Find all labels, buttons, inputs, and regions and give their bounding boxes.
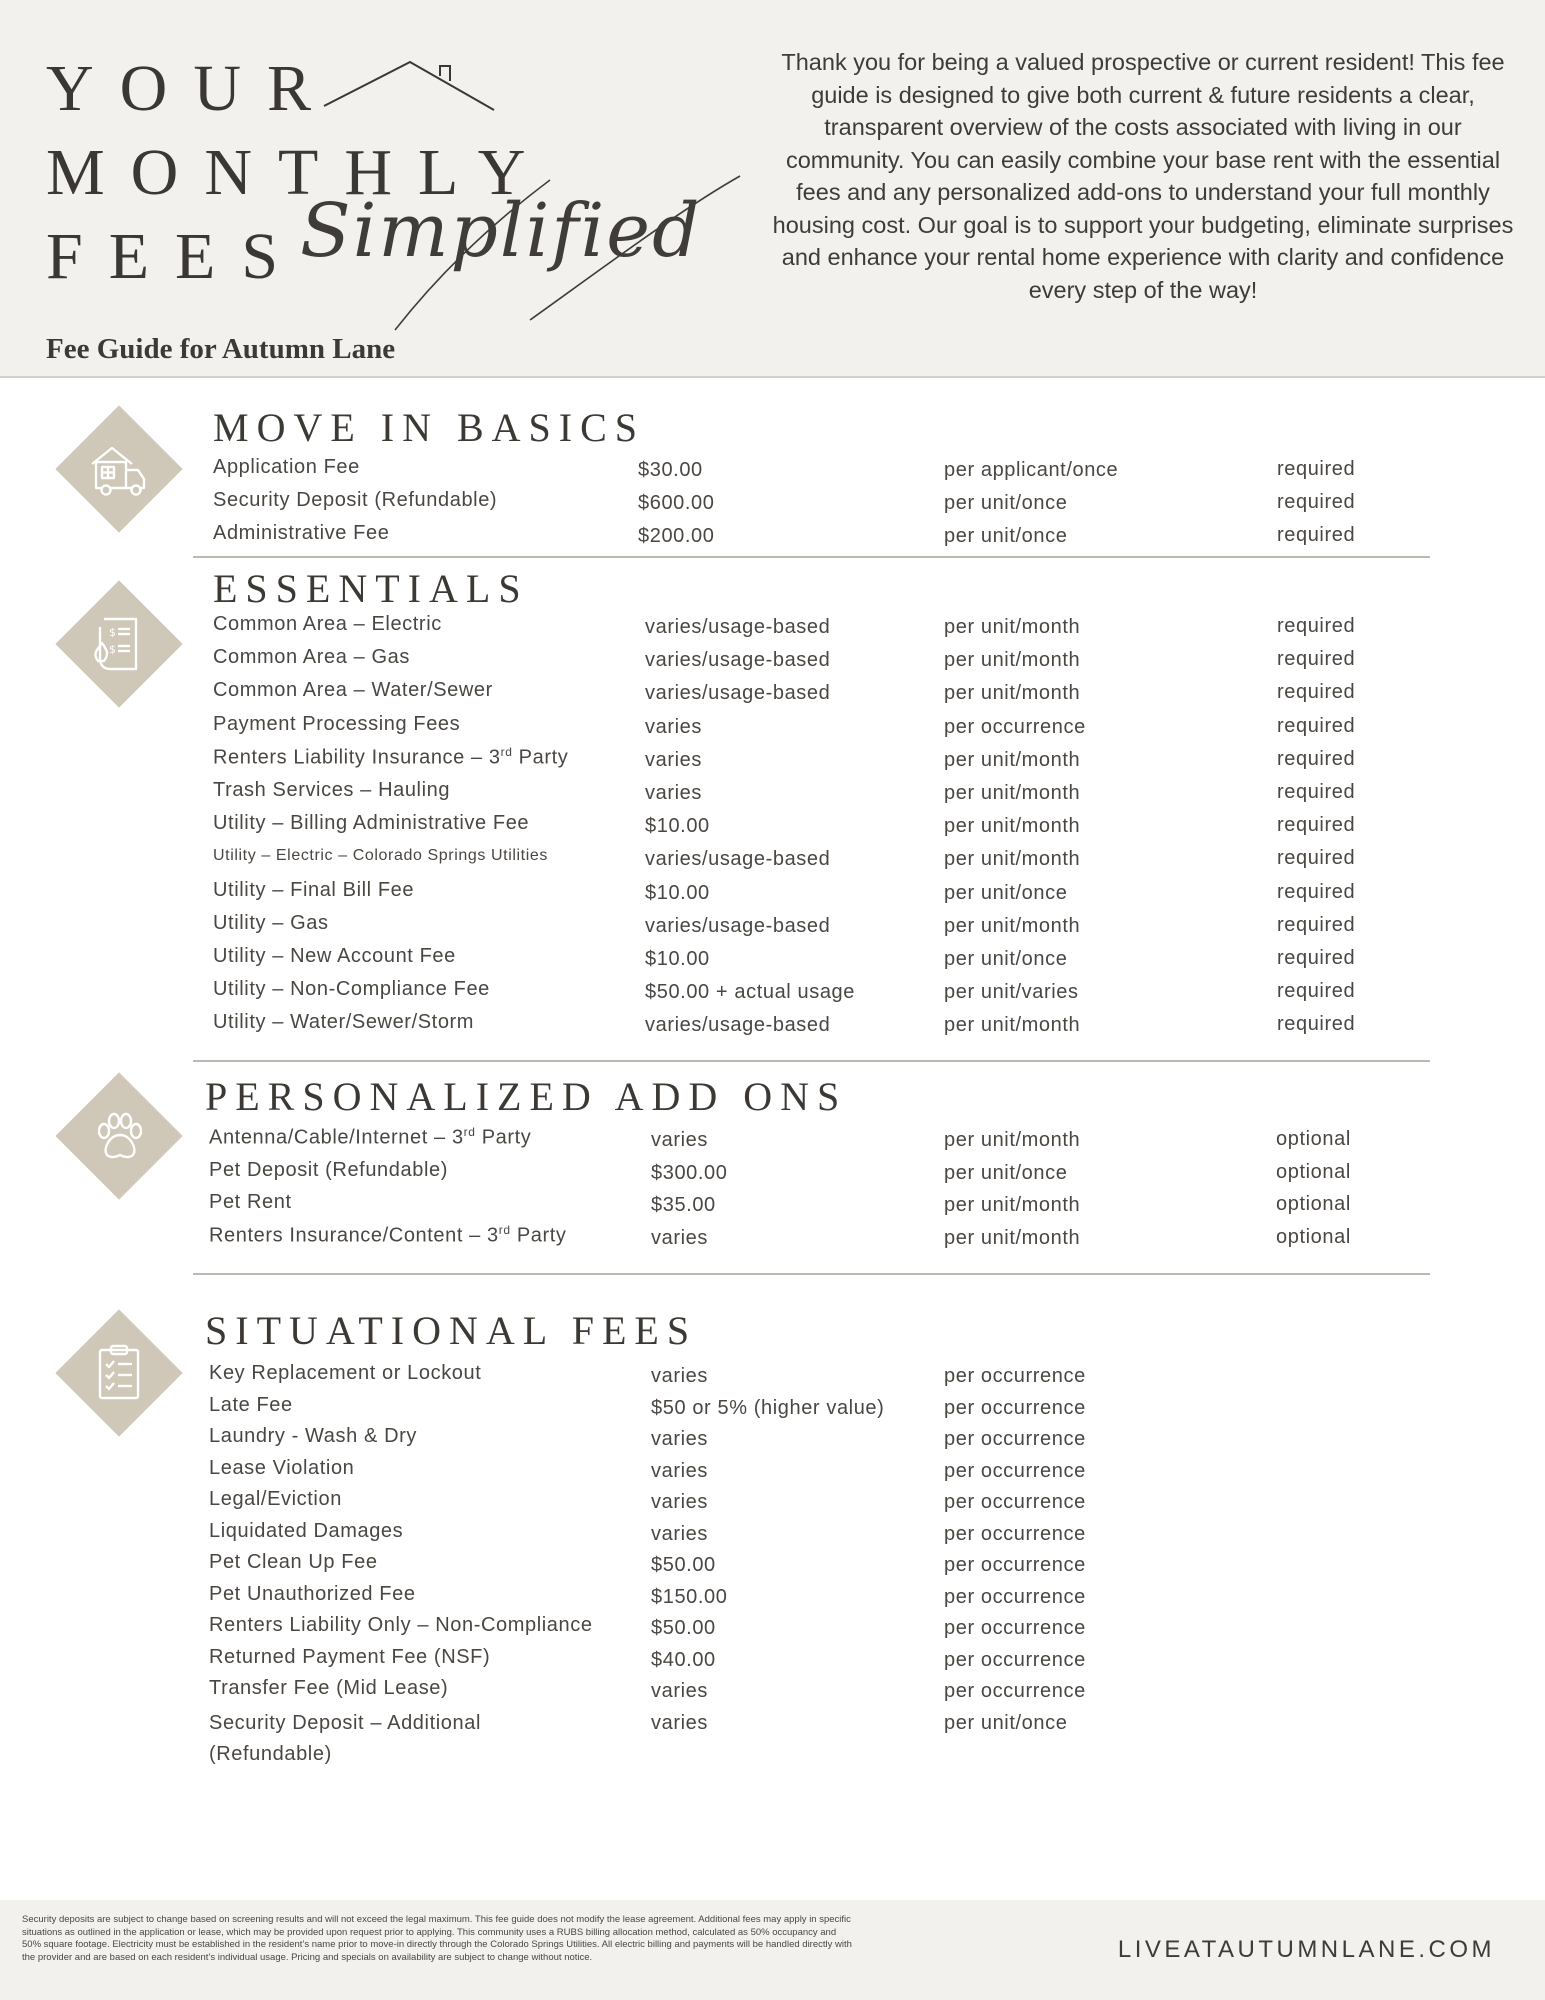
fee-amount: varies bbox=[651, 1491, 708, 1513]
fee-name-text: Pet Unauthorized Fee bbox=[209, 1582, 416, 1605]
header-banner bbox=[0, 0, 1545, 378]
fee-name-text: Renters Liability Only – Non-Compliance bbox=[209, 1614, 593, 1636]
section-divider bbox=[193, 1060, 1430, 1062]
ordinal-suffix: rd bbox=[463, 1125, 476, 1139]
section-divider bbox=[193, 1273, 1430, 1275]
paw-print-icon bbox=[84, 1101, 154, 1171]
fee-name bbox=[209, 1676, 448, 1700]
fee-frequency: per unit/once bbox=[944, 1711, 1068, 1734]
fee-name-text: Renters Insurance/Content – 3 bbox=[209, 1224, 499, 1247]
fee-amount: $30.00 bbox=[638, 459, 703, 481]
fee-name bbox=[213, 778, 450, 802]
fee-requirement: optional bbox=[1276, 1226, 1351, 1249]
fee-name bbox=[209, 1393, 293, 1417]
fee-requirement: required bbox=[1277, 458, 1356, 480]
fee-amount: $10.00 bbox=[645, 881, 710, 904]
fee-amount: varies bbox=[645, 748, 702, 771]
section-title-addons: PERSONALIZED ADD ONS bbox=[205, 1074, 848, 1119]
fee-name-text: Payment Processing Fees bbox=[213, 712, 461, 735]
footer-disclaimer: Security deposits are subject to change based on screening results and will not exceed the legal maximum. This fee guide does not modify the lease agreement. Additional fees may apply in specific situations as outlined in the application or lease, which may be provided upon request prior to applying. This community uses a RUBS billing allocation method, calculated as 50% occupancy and 50% square footage. Electricity must be established in the resident’s name prior to move-in directly through the Colorado Springs Utilities. All electric billing and payments will be handled directly with the provider and are based on each resident’s individual usage. Pricing and specials on availability are subject to change without notice. bbox=[22, 1914, 852, 1963]
fee-name-text: Utility – Final Bill Fee bbox=[213, 878, 415, 901]
fee-requirement: required bbox=[1277, 681, 1356, 704]
fee-name-text: Common Area – Electric bbox=[213, 613, 442, 635]
clipboard-checklist-icon bbox=[84, 1338, 154, 1408]
fee-frequency: per applicant/once bbox=[944, 459, 1119, 481]
fee-amount: $150.00 bbox=[651, 1585, 728, 1608]
fee-frequency: per unit/month bbox=[944, 1227, 1081, 1250]
fee-amount: varies/usage-based bbox=[645, 1014, 831, 1037]
fee-name bbox=[209, 1190, 292, 1214]
fee-name bbox=[209, 1125, 531, 1150]
fee-name bbox=[209, 1361, 481, 1385]
fee-name bbox=[213, 811, 529, 835]
fee-frequency: per occurrence bbox=[944, 1428, 1086, 1450]
fee-name bbox=[213, 846, 548, 865]
fee-frequency: per unit/month bbox=[944, 914, 1081, 937]
fee-requirement: required bbox=[1277, 747, 1356, 770]
fee-name-text: Application Fee bbox=[213, 456, 360, 478]
fee-frequency: per unit/month bbox=[944, 682, 1081, 705]
fee-name-text: Laundry - Wash & Dry bbox=[209, 1425, 417, 1447]
fee-requirement: required bbox=[1277, 847, 1356, 870]
page-subtitle: Fee Guide for Autumn Lane bbox=[46, 333, 396, 365]
title-line-monthly: MONTHLY bbox=[46, 136, 552, 209]
section-title-move-in: MOVE IN BASICS bbox=[213, 405, 646, 450]
fee-amount: $50.00 bbox=[651, 1617, 716, 1639]
fee-name-text-line2: (Refundable) bbox=[209, 1742, 332, 1765]
title-script-word: Simplified bbox=[300, 188, 702, 274]
fee-name-text-end: Party bbox=[475, 1126, 532, 1149]
fee-frequency: per occurrence bbox=[944, 715, 1086, 738]
house-roof-icon bbox=[322, 54, 502, 114]
fee-amount: varies bbox=[651, 1428, 708, 1450]
fee-name-text: Common Area – Water/Sewer bbox=[213, 679, 493, 702]
fee-amount: varies bbox=[651, 1459, 708, 1482]
fee-requirement: required bbox=[1277, 714, 1356, 737]
fee-frequency: per unit/once bbox=[944, 492, 1068, 515]
fee-amount: varies/usage-based bbox=[645, 914, 831, 937]
fee-amount: varies bbox=[651, 1365, 708, 1387]
fee-name-text: Antenna/Cable/Internet – 3 bbox=[209, 1126, 464, 1149]
svg-text:$: $ bbox=[109, 626, 116, 639]
fee-amount: $10.00 bbox=[645, 948, 710, 970]
fee-name-text: Utility – Gas bbox=[213, 911, 329, 934]
fee-name bbox=[213, 878, 414, 902]
title-line-fees: FEES bbox=[46, 220, 305, 293]
fee-name bbox=[213, 455, 360, 479]
fee-frequency: per occurrence bbox=[944, 1459, 1086, 1482]
fee-name-text: Key Replacement or Lockout bbox=[209, 1362, 482, 1384]
fee-amount: $50.00 bbox=[651, 1554, 716, 1576]
moving-truck-icon bbox=[84, 434, 154, 504]
section-divider bbox=[193, 556, 1430, 558]
ordinal-suffix: rd bbox=[498, 1223, 511, 1238]
fee-frequency: per unit/month bbox=[944, 616, 1081, 638]
fee-amount: $50.00 + actual usage bbox=[645, 981, 855, 1004]
fee-frequency: per unit/month bbox=[944, 748, 1081, 771]
fee-name-text: Liquidated Damages bbox=[209, 1519, 404, 1542]
fee-frequency: per unit/once bbox=[944, 881, 1068, 904]
fee-name-text-end: Party bbox=[512, 746, 569, 769]
fee-requirement: required bbox=[1277, 814, 1356, 837]
fee-frequency: per unit/month bbox=[944, 1129, 1081, 1151]
fee-frequency: per unit/once bbox=[944, 1161, 1068, 1184]
footer bbox=[0, 1900, 1545, 2000]
fee-name-text-end: Party bbox=[510, 1224, 567, 1247]
fee-frequency: per occurrence bbox=[944, 1396, 1086, 1419]
fee-name-text: Legal/Eviction bbox=[209, 1488, 342, 1510]
fee-requirement: required bbox=[1277, 947, 1356, 969]
fee-requirement: optional bbox=[1276, 1128, 1351, 1150]
fee-frequency: per unit/month bbox=[944, 1014, 1081, 1037]
fee-name bbox=[209, 1550, 378, 1574]
fee-amount: varies bbox=[651, 1522, 708, 1545]
fee-requirement: required bbox=[1277, 880, 1356, 903]
ordinal-suffix: rd bbox=[500, 744, 513, 759]
fee-frequency: per occurrence bbox=[944, 1680, 1086, 1702]
fee-frequency: per unit/month bbox=[944, 815, 1081, 838]
section-title-essentials: ESSENTIALS bbox=[213, 566, 529, 611]
fee-requirement: optional bbox=[1276, 1193, 1351, 1216]
fee-name bbox=[213, 678, 493, 702]
fee-requirement: optional bbox=[1276, 1160, 1351, 1183]
fee-amount: $10.00 bbox=[645, 815, 710, 838]
fee-name bbox=[213, 612, 442, 636]
fee-requirement: required bbox=[1277, 491, 1356, 514]
fee-name bbox=[209, 1456, 354, 1480]
fee-frequency: per occurrence bbox=[944, 1522, 1086, 1545]
fee-frequency: per unit/month bbox=[944, 649, 1081, 672]
fee-frequency: per unit/once bbox=[944, 948, 1068, 970]
fee-name bbox=[213, 521, 389, 545]
fee-amount: $200.00 bbox=[638, 525, 715, 548]
fee-frequency: per occurrence bbox=[944, 1585, 1086, 1608]
fee-frequency: per occurrence bbox=[944, 1617, 1086, 1639]
fee-name-text: Security Deposit (Refundable) bbox=[213, 489, 498, 512]
fee-name-text: Utility – Electric – Colorado Springs Utilities bbox=[213, 847, 548, 865]
fee-name bbox=[209, 1582, 416, 1606]
fee-name-text: Utility – New Account Fee bbox=[213, 945, 456, 967]
fee-amount: $300.00 bbox=[651, 1161, 728, 1184]
fee-amount: varies/usage-based bbox=[645, 649, 831, 672]
fee-amount: varies bbox=[645, 715, 702, 738]
fee-frequency: per unit/month bbox=[944, 782, 1081, 804]
fee-name bbox=[213, 488, 497, 512]
fee-frequency: per occurrence bbox=[944, 1365, 1086, 1387]
fee-name-text: Utility – Non-Compliance Fee bbox=[213, 978, 490, 1001]
fee-name bbox=[213, 911, 329, 935]
fee-name-text: Returned Payment Fee (NSF) bbox=[209, 1645, 491, 1668]
fee-frequency: per unit/month bbox=[944, 848, 1081, 871]
fee-name bbox=[213, 645, 410, 669]
fee-name-text: Transfer Fee (Mid Lease) bbox=[209, 1677, 449, 1699]
bill-receipt-icon bbox=[84, 609, 154, 679]
fee-name-text: Renters Liability Insurance – 3 bbox=[213, 746, 501, 769]
fee-requirement: required bbox=[1277, 524, 1356, 547]
fee-requirement: required bbox=[1277, 1013, 1356, 1036]
fee-amount: varies bbox=[651, 1711, 708, 1734]
fee-frequency: per unit/month bbox=[944, 1194, 1081, 1217]
fee-amount: varies bbox=[651, 1680, 708, 1702]
fee-frequency: per occurrence bbox=[944, 1491, 1086, 1513]
fee-frequency: per unit/varies bbox=[944, 981, 1079, 1004]
fee-name-text: Security Deposit – Additional bbox=[209, 1711, 481, 1734]
fee-name-text: Pet Deposit (Refundable) bbox=[209, 1158, 448, 1181]
fee-name bbox=[209, 1223, 567, 1248]
fee-name-text: Late Fee bbox=[209, 1393, 293, 1416]
fee-name-text: Pet Rent bbox=[209, 1191, 292, 1214]
fee-name bbox=[213, 745, 568, 770]
fee-name bbox=[209, 1613, 593, 1637]
fee-requirement: required bbox=[1277, 648, 1356, 671]
fee-requirement: required bbox=[1277, 913, 1356, 936]
fee-amount: varies/usage-based bbox=[645, 848, 831, 871]
fee-name-text: Pet Clean Up Fee bbox=[209, 1551, 378, 1573]
fee-requirement: required bbox=[1277, 615, 1356, 637]
fee-name bbox=[209, 1645, 490, 1669]
fee-frequency: per occurrence bbox=[944, 1554, 1086, 1576]
fee-requirement: required bbox=[1277, 781, 1356, 803]
fee-frequency: per occurrence bbox=[944, 1648, 1086, 1671]
fee-requirement: required bbox=[1277, 980, 1356, 1003]
fee-amount: $600.00 bbox=[638, 492, 715, 515]
fee-name-text: Trash Services – Hauling bbox=[213, 779, 451, 801]
fee-name bbox=[209, 1158, 448, 1182]
fee-name-text: Common Area – Gas bbox=[213, 646, 410, 669]
fee-frequency: per unit/once bbox=[944, 525, 1068, 548]
svg-text:$: $ bbox=[109, 643, 116, 656]
website-link[interactable]: LIVEATAUTUMNLANE.COM bbox=[1117, 1936, 1495, 1963]
fee-name bbox=[213, 712, 460, 736]
fee-name bbox=[213, 944, 456, 968]
fee-amount: varies/usage-based bbox=[645, 682, 831, 705]
fee-name-text: Utility – Billing Administrative Fee bbox=[213, 812, 530, 835]
fee-amount: varies bbox=[651, 1227, 708, 1250]
intro-paragraph: Thank you for being a valued prospective or current resident! This fee guide is designed to give both current & future residents a clear, transparent overview of the costs associated with living in our community. You can easily combine your base rent with the essential fees and any personalized add-ons to understand your full monthly housing cost. Our goal is to support your budgeting, eliminate surprises and enhance your rental home experience with clarity and confidence every step of the way! bbox=[772, 49, 1514, 303]
fee-amount: $50 or 5% (higher value) bbox=[651, 1396, 885, 1419]
fee-name bbox=[209, 1487, 342, 1511]
fee-amount: varies/usage-based bbox=[645, 616, 831, 638]
fee-name bbox=[209, 1519, 403, 1543]
fee-amount: varies bbox=[651, 1129, 708, 1151]
fee-amount: varies bbox=[645, 782, 702, 804]
fee-name bbox=[213, 1010, 474, 1034]
fee-name-text: Utility – Water/Sewer/Storm bbox=[213, 1011, 475, 1034]
fee-name-text: Administrative Fee bbox=[213, 522, 390, 545]
fee-name-text: Lease Violation bbox=[209, 1456, 355, 1479]
fee-name bbox=[213, 977, 490, 1001]
fee-amount: $40.00 bbox=[651, 1648, 716, 1671]
fee-name bbox=[209, 1708, 481, 1770]
title-line-your: YOUR bbox=[46, 52, 338, 125]
fee-amount: $35.00 bbox=[651, 1194, 716, 1217]
fee-name bbox=[209, 1424, 417, 1448]
section-title-situational: SITUATIONAL FEES bbox=[205, 1308, 698, 1353]
